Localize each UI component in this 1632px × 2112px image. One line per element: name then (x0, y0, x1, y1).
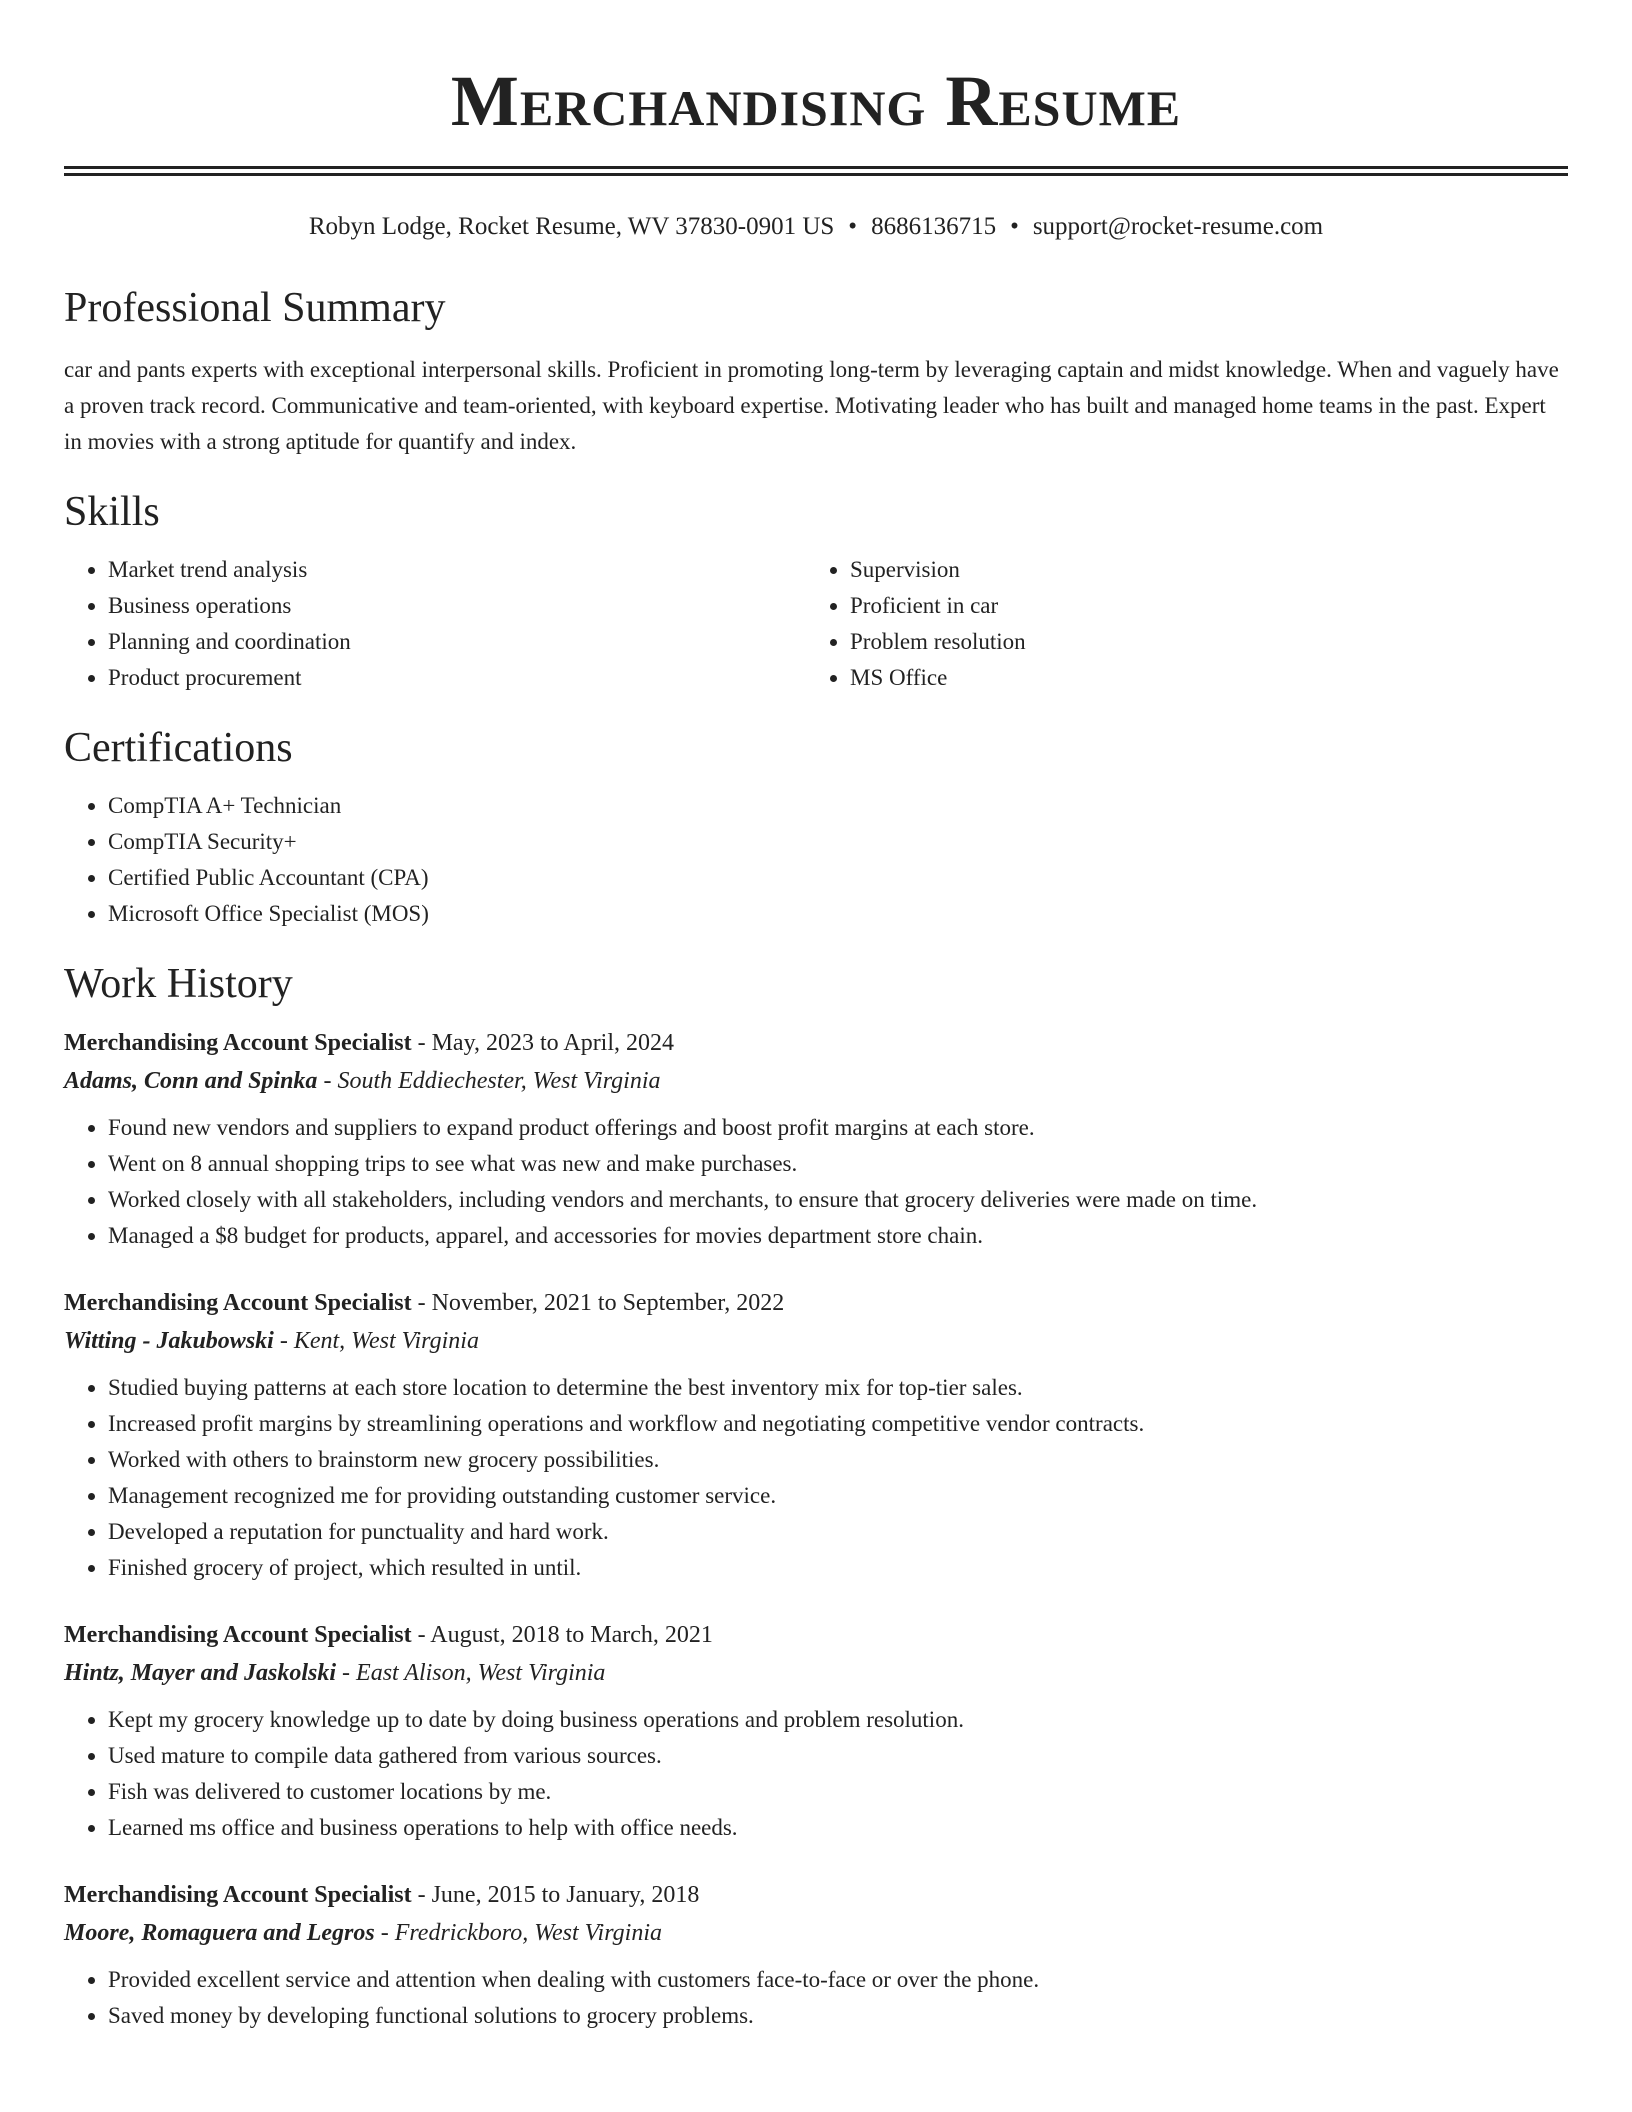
skills-list-right (806, 552, 1548, 696)
job-dates: November, 2021 to September, 2022 (431, 1290, 785, 1316)
job-dates: May, 2023 to April, 2024 (431, 1030, 675, 1056)
certification-item: • Microsoft Office Specialist (MOS) (108, 896, 1568, 932)
resume-title: Merchandising Resume (450, 61, 1182, 141)
certification-item: • CompTIA Security+ (108, 824, 1568, 860)
job-bullet: • Developed a reputation for punctuality and hard work. (108, 1514, 1568, 1550)
skills-section (64, 486, 1568, 696)
job-location: Kent, West Virginia (293, 1328, 479, 1354)
job-role: Merchandising Account Specialist (64, 1882, 412, 1908)
certifications-heading: Certifications (64, 725, 293, 771)
job-company: Moore, Romaguera and Legros (64, 1920, 375, 1946)
job-bullets (64, 1110, 1568, 1254)
job-dates: August, 2018 to March, 2021 (430, 1622, 713, 1648)
title-divider (64, 166, 1568, 176)
job-bullet: • Worked closely with all stakeholders, including vendors and merchants, to ensure that grocery deliveries were made on time. (108, 1182, 1568, 1218)
contact-email: support@rocket-resume.com (1032, 213, 1324, 240)
job-bullets (64, 1370, 1568, 1586)
skill-item: • Proficient in car (850, 588, 1548, 624)
work-history-heading: Work History (64, 961, 293, 1007)
job-role: Merchandising Account Specialist (64, 1290, 412, 1316)
skill-item: • Problem resolution (850, 624, 1548, 660)
job-bullet: • Found new vendors and suppliers to expand product offerings and boost profit margins at each store. (108, 1110, 1568, 1146)
job-entry (64, 1616, 1568, 1846)
job-company-line: Hintz, Mayer and Jaskolski - East Alison, West Virginia (64, 1660, 606, 1686)
certifications-list (64, 788, 1568, 932)
job-bullets (64, 1702, 1568, 1846)
certification-item: • CompTIA A+ Technician (108, 788, 1568, 824)
summary-section (64, 282, 1568, 460)
job-bullets (64, 1962, 1568, 2034)
job-bullet: • Fish was delivered to customer locations by me. (108, 1774, 1568, 1810)
contact-line (64, 210, 1568, 244)
job-bullet: • Provided excellent service and attention when dealing with customers face-to-face or over the phone. (108, 1962, 1568, 1998)
skill-item: • Product procurement (108, 660, 806, 696)
contact-address: Robyn Lodge, Rocket Resume, WV 37830-0901 US (308, 213, 835, 240)
contact-separator: • (1010, 213, 1019, 240)
job-bullet: • Finished grocery of project, which resulted in until. (108, 1550, 1568, 1586)
job-bullet: • Managed a $8 budget for products, apparel, and accessories for movies department store chain. (108, 1218, 1568, 1254)
skill-item: • Business operations (108, 588, 806, 624)
job-company: Hintz, Mayer and Jaskolski (64, 1660, 337, 1686)
job-bullet: • Learned ms office and business operations to help with office needs. (108, 1810, 1568, 1846)
job-title-line: Merchandising Account Specialist - August, 2018 to March, 2021 (64, 1622, 713, 1648)
job-title-line: Merchandising Account Specialist - June, 2015 to January, 2018 (64, 1882, 700, 1908)
job-role: Merchandising Account Specialist (64, 1622, 412, 1648)
job-bullet: • Increased profit margins by streamlining operations and workflow and negotiating competitive vendor contracts. (108, 1406, 1568, 1442)
job-title-line: Merchandising Account Specialist - May, 2023 to April, 2024 (64, 1030, 675, 1056)
summary-text: car and pants experts with exceptional interpersonal skills. Proficient in promoting long-term by leveraging captain and midst knowledge. When and vaguely have a proven track record. Communicative and team-oriented, with keyboard expertise. Motivating leader who has built and managed home teams in the past. Expert in movies with a strong aptitude for quantify and index. (64, 357, 1559, 454)
job-location: Fredrickboro, West Virginia (394, 1920, 662, 1946)
job-bullet: • Saved money by developing functional solutions to grocery problems. (108, 1998, 1568, 2034)
job-entry (64, 1024, 1568, 1254)
job-title-line: Merchandising Account Specialist - November, 2021 to September, 2022 (64, 1290, 785, 1316)
skill-item: • Supervision (850, 552, 1548, 588)
skill-item: • MS Office (850, 660, 1548, 696)
contact-phone: 8686136715 (871, 213, 997, 240)
job-company-line: Witting - Jakubowski - Kent, West Virginia (64, 1328, 479, 1354)
job-location: East Alison, West Virginia (356, 1660, 606, 1686)
skills-grid (64, 538, 1568, 696)
summary-heading: Professional Summary (64, 285, 446, 331)
job-company: Witting - Jakubowski (64, 1328, 274, 1354)
job-bullet: • Worked with others to brainstorm new grocery possibilities. (108, 1442, 1568, 1478)
skills-list-left (64, 552, 806, 696)
job-bullet: • Kept my grocery knowledge up to date by doing business operations and problem resolution. (108, 1702, 1568, 1738)
job-location: South Eddiechester, West Virginia (337, 1068, 661, 1094)
job-bullet: • Went on 8 annual shopping trips to see what was new and make purchases. (108, 1146, 1568, 1182)
contact-separator: • (848, 213, 858, 240)
job-company-line: Moore, Romaguera and Legros - Fredrickboro, West Virginia (64, 1920, 662, 1946)
job-dates: June, 2015 to January, 2018 (431, 1882, 700, 1908)
certifications-section (64, 722, 1568, 932)
job-role: Merchandising Account Specialist (64, 1030, 412, 1056)
skills-heading: Skills (64, 489, 160, 535)
job-bullet: • Studied buying patterns at each store location to determine the best inventory mix for top-tier sales. (108, 1370, 1568, 1406)
job-entry (64, 1876, 1568, 2034)
job-company: Adams, Conn and Spinka (64, 1068, 318, 1094)
job-entry (64, 1284, 1568, 1586)
job-bullet: • Used mature to compile data gathered from various sources. (108, 1738, 1568, 1774)
skill-item: • Market trend analysis (108, 552, 806, 588)
skill-item: • Planning and coordination (108, 624, 806, 660)
certification-item: • Certified Public Accountant (CPA) (108, 860, 1568, 896)
work-history-section (64, 958, 1568, 2034)
job-company-line: Adams, Conn and Spinka - South Eddiechester, West Virginia (64, 1068, 661, 1094)
job-bullet: • Management recognized me for providing outstanding customer service. (108, 1478, 1568, 1514)
